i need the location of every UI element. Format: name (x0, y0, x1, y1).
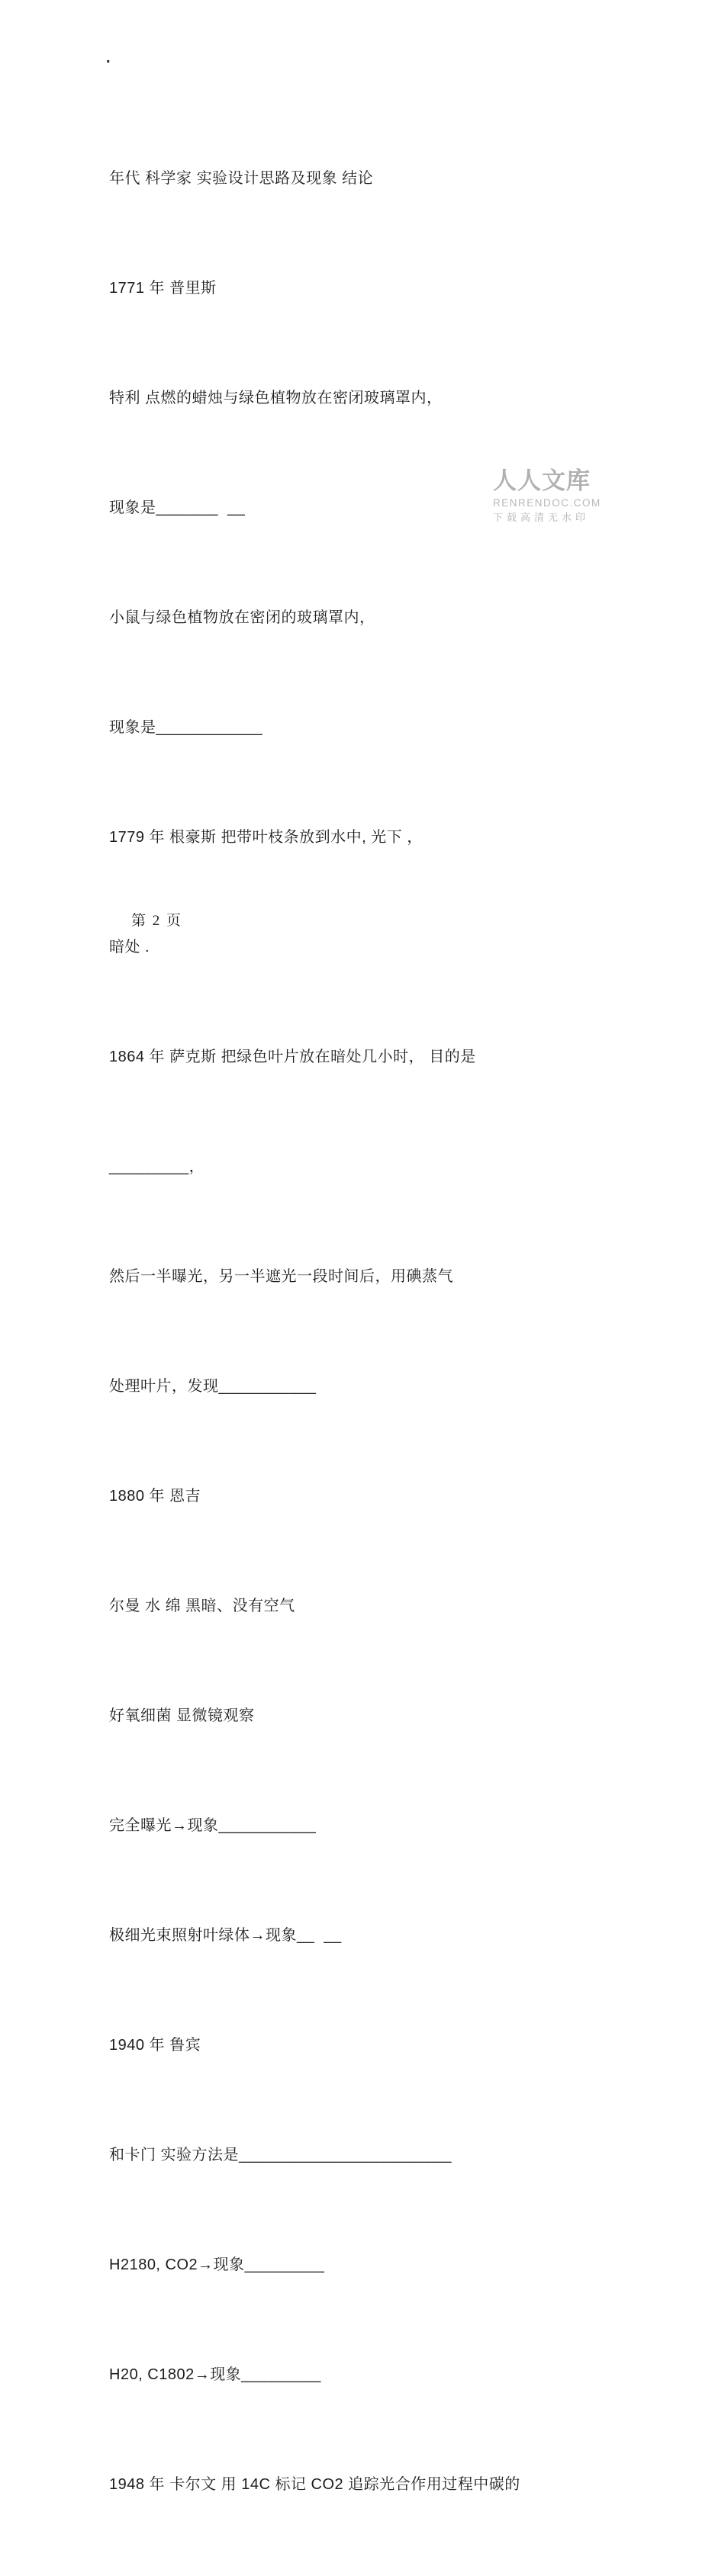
watermark-tagline: 下载高清无水印 (493, 512, 590, 523)
page-number-label: 第 2 页 (131, 913, 183, 929)
watermark-site: RENRENDOC.COM (493, 497, 601, 509)
doc-line: 尔曼 水 绵 黑暗、没有空气 (109, 1598, 295, 1614)
doc-line: 处理叶片，发现___________ (109, 1378, 317, 1395)
doc-line: 特利 点燃的蜡烛与绿色植物放在密闭玻璃罩内， (109, 390, 443, 406)
doc-line: 好氧细菌 显微镜观察 (109, 1707, 255, 1724)
doc-line: 1779 年 根豪斯 把带叶枝条放到水中, 光下 ， (109, 829, 423, 846)
doc-line: 1948 年 卡尔文 用 14C 标记 CO2 追踪光合作用过程中碳的 (109, 2476, 520, 2493)
doc-line: 1771 年 普里斯 (109, 280, 217, 297)
document-body (109, 87, 659, 2576)
doc-line: 现象是_______ __ (109, 499, 246, 516)
doc-line: 现象是____________ (109, 719, 262, 736)
doc-line: 极细光束照射叶绿体→现象__ __ (109, 1927, 342, 1944)
doc-line: 1940 年 鲁宾 (109, 2037, 201, 2054)
doc-line: 然后一半曝光，另一半遮光一段时间后，用碘蒸气 (109, 1268, 453, 1285)
doc-line: 和卡门 实验方法是________________________ (109, 2147, 452, 2163)
doc-line: _________， (109, 1158, 205, 1175)
watermark-title: 人人文库 (493, 467, 591, 494)
leading-dot: . (106, 50, 111, 66)
table-header-line: 年代 科学家 实验设计思路及现象 结论 (109, 170, 374, 187)
doc-line: 暗处 . (109, 939, 150, 956)
doc-line: H20, C1802→现象_________ (109, 2366, 321, 2383)
page-footer (131, 911, 182, 932)
doc-line: H2180, CO2→现象_________ (109, 2256, 325, 2273)
doc-line: 小鼠与绿色植物放在密闭的玻璃罩内， (109, 609, 375, 626)
doc-line: 完全曝光→现象___________ (109, 1817, 317, 1834)
doc-line: 1864 年 萨克斯 把绿色叶片放在暗处几小时， 目的是 (109, 1049, 476, 1065)
doc-line: 1880 年 恩吉 (109, 1488, 201, 1505)
